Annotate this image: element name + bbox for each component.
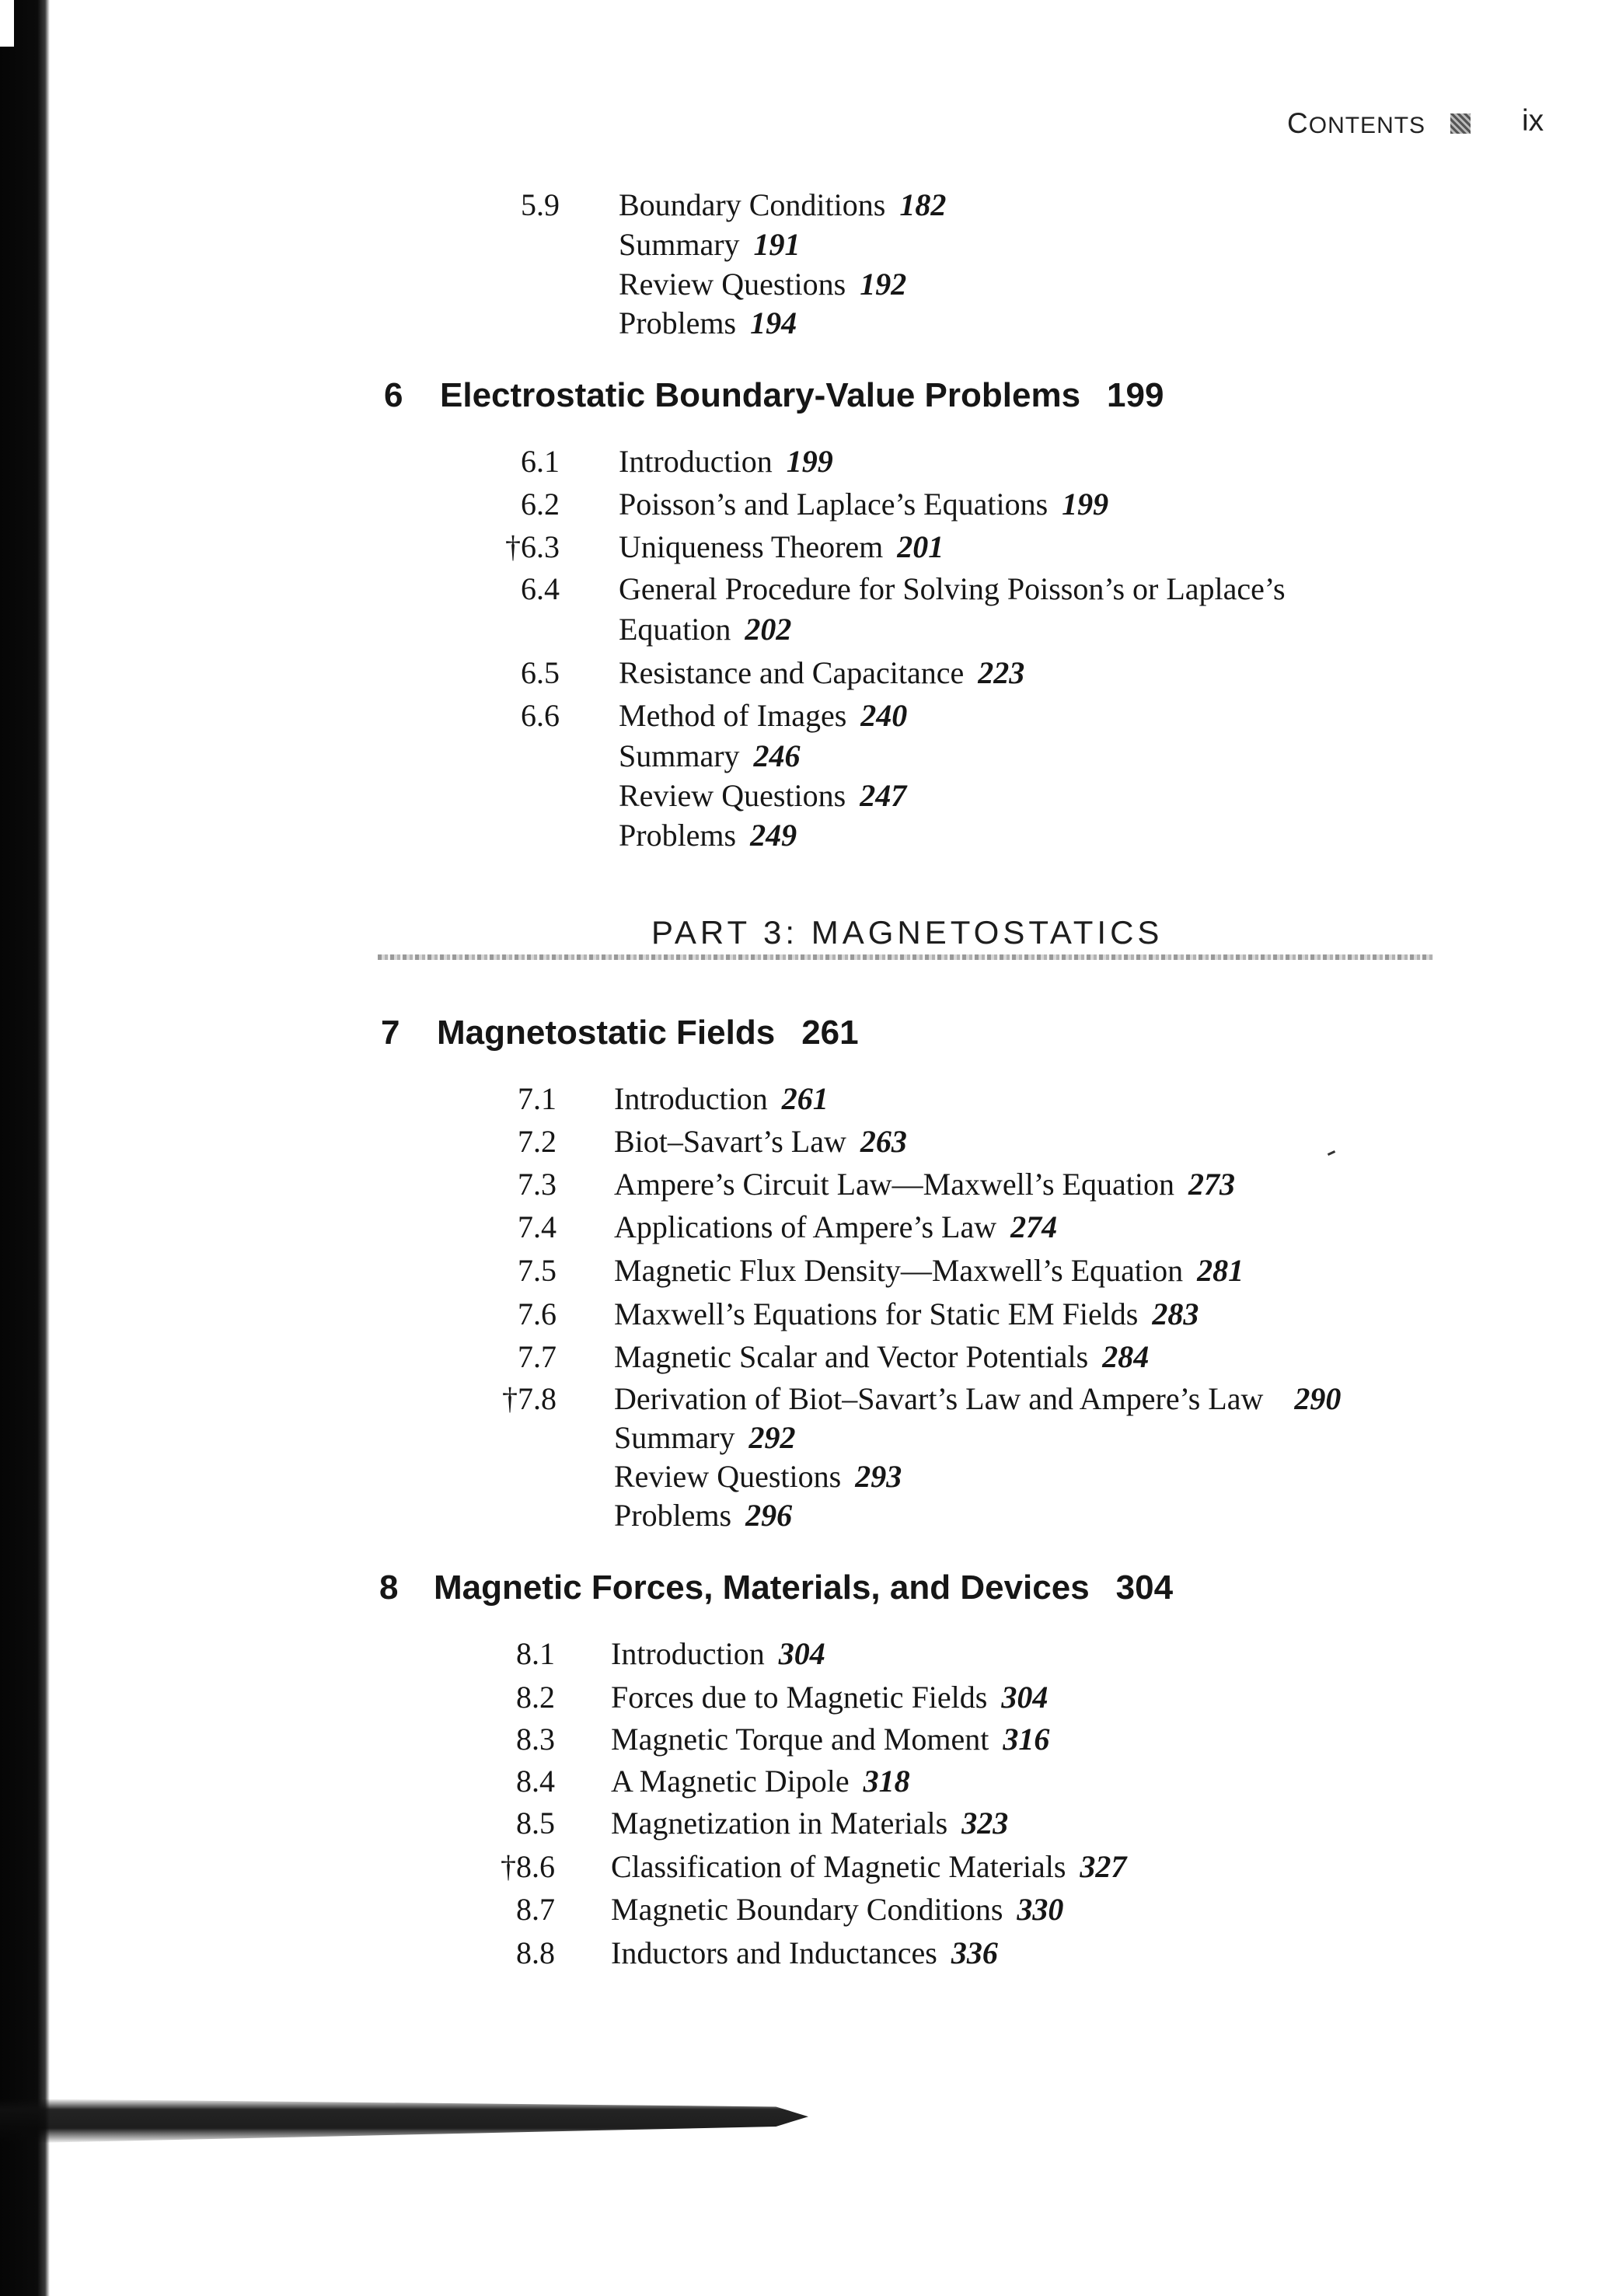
toc-entry: Review Questions 293 xyxy=(614,1459,902,1494)
section-number: 8.4 xyxy=(516,1764,555,1799)
scan-edge-bottom xyxy=(0,2099,808,2144)
section-number: 7.3 xyxy=(518,1167,557,1202)
section-number: 8.3 xyxy=(516,1722,555,1757)
section-number: 6.1 xyxy=(521,444,560,479)
toc-entry: Magnetic Scalar and Vector Potentials 284 xyxy=(614,1339,1150,1374)
section-number: 8.5 xyxy=(516,1806,555,1841)
scan-edge-left xyxy=(0,0,50,2296)
toc-entry: Problems 249 xyxy=(619,818,797,853)
toc-entry: Resistance and Capacitance 223 xyxy=(619,655,1025,690)
section-number: 8.7 xyxy=(516,1892,555,1927)
section-number: 8.2 xyxy=(516,1680,555,1715)
chapter-heading: Electrostatic Boundary-Value Problems 199 xyxy=(440,376,1164,414)
chapter-heading: Magnetostatic Fields 261 xyxy=(437,1014,859,1052)
scan-edge-gap xyxy=(0,0,14,47)
toc-entry: Introduction 261 xyxy=(614,1081,829,1116)
section-number: 7.1 xyxy=(518,1081,557,1116)
section-number: 8.8 xyxy=(516,1935,555,1970)
section-number: 7.7 xyxy=(518,1339,557,1374)
toc-entry: Magnetic Torque and Moment 316 xyxy=(611,1722,1050,1757)
toc-entry: Ampere’s Circuit Law—Maxwell’s Equation 273 xyxy=(614,1167,1235,1202)
header-ornament-icon xyxy=(1450,113,1471,134)
section-number: †7.8 xyxy=(502,1381,557,1416)
section-number: 6.5 xyxy=(521,655,560,690)
section-number: 7.5 xyxy=(518,1253,557,1288)
section-number: 6.6 xyxy=(521,698,560,733)
part-divider xyxy=(378,954,1433,960)
scan-speck xyxy=(1328,1150,1335,1156)
section-number: 8.1 xyxy=(516,1636,555,1671)
toc-entry: Biot–Savart’s Law 263 xyxy=(614,1124,907,1159)
page-number: ix xyxy=(1522,104,1544,138)
toc-entry: Poisson’s and Laplace’s Equations 199 xyxy=(619,487,1109,522)
toc-entry: Inductors and Inductances 336 xyxy=(611,1935,998,1970)
toc-entry: Boundary Conditions 182 xyxy=(619,187,947,222)
toc-entry: Maxwell’s Equations for Static EM Fields 283 xyxy=(614,1296,1199,1331)
running-header-title: CONTENTS xyxy=(1287,107,1426,139)
toc-entry: Applications of Ampere’s Law 274 xyxy=(614,1209,1058,1244)
toc-entry: Introduction 199 xyxy=(619,444,833,479)
section-number: 5.9 xyxy=(521,187,560,222)
section-number: 6.2 xyxy=(521,487,560,522)
toc-entry: Summary 292 xyxy=(614,1420,796,1455)
toc-entry: Forces due to Magnetic Fields 304 xyxy=(611,1680,1049,1715)
toc-entry: Review Questions 192 xyxy=(619,267,907,302)
section-number: 7.6 xyxy=(518,1296,557,1331)
chapter-heading: Magnetic Forces, Materials, and Devices 304 xyxy=(434,1568,1174,1607)
chapter-number: 8 xyxy=(379,1568,399,1607)
toc-entry: Introduction 304 xyxy=(611,1636,825,1671)
toc-entry: Magnetic Boundary Conditions 330 xyxy=(611,1892,1064,1927)
section-number: 6.4 xyxy=(521,571,560,606)
section-number: †8.6 xyxy=(501,1849,555,1884)
section-number: 7.4 xyxy=(518,1209,557,1244)
chapter-number: 7 xyxy=(381,1014,400,1052)
part-heading: PART 3: MAGNETOSTATICS xyxy=(651,914,1164,951)
toc-entry: General Procedure for Solving Poisson’s or Laplace’s xyxy=(619,571,1286,606)
toc-entry: Derivation of Biot–Savart’s Law and Ampere’s Law 290 xyxy=(614,1381,1342,1416)
toc-entry: Magnetization in Materials 323 xyxy=(611,1806,1009,1841)
toc-entry: Review Questions 247 xyxy=(619,778,907,813)
toc-entry: A Magnetic Dipole 318 xyxy=(611,1764,910,1799)
section-number: 7.2 xyxy=(518,1124,557,1159)
toc-entry: Magnetic Flux Density—Maxwell’s Equation 281 xyxy=(614,1253,1244,1288)
toc-entry-continuation: Equation 202 xyxy=(619,612,792,647)
toc-entry: Uniqueness Theorem 201 xyxy=(619,529,944,564)
toc-entry: Method of Images 240 xyxy=(619,698,908,733)
toc-entry: Problems 296 xyxy=(614,1498,793,1533)
chapter-number: 6 xyxy=(384,376,403,414)
toc-entry: Problems 194 xyxy=(619,305,797,340)
toc-entry: Classification of Magnetic Materials 327 xyxy=(611,1849,1127,1884)
toc-entry: Summary 246 xyxy=(619,738,801,773)
toc-entry: Summary 191 xyxy=(619,227,801,262)
section-number: †6.3 xyxy=(505,529,560,564)
